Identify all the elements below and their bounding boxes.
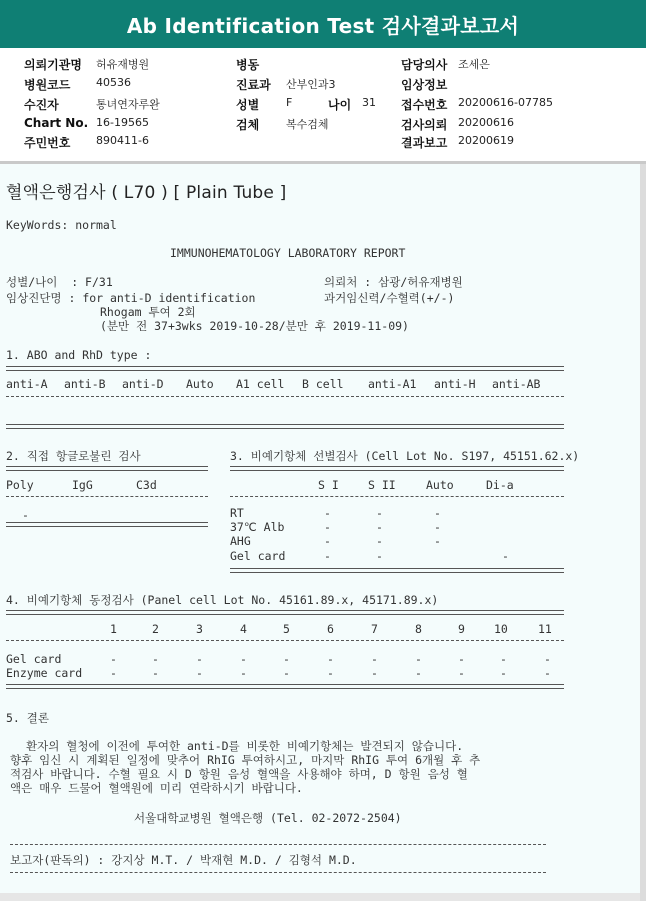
screen-cell: - (502, 549, 509, 563)
info-label: 임상정보 (401, 78, 448, 92)
diagnosis-line2: Rhogam 투여 2회 (100, 305, 196, 319)
panel-header: 5 (283, 622, 290, 636)
abo-header-anti-a: anti-A (6, 377, 48, 391)
conclusion-line: 액은 매우 드물어 혈액원에 미리 연락하시기 바랍니다. (10, 781, 303, 795)
double-rule (6, 522, 208, 527)
screen-header-auto: Auto (426, 478, 454, 492)
info-value: 복수검체 (286, 118, 329, 131)
abo-header-auto: Auto (186, 377, 214, 391)
panel-cell: - (371, 652, 378, 666)
panel-row-label: Enzyme card (6, 666, 83, 680)
screen-cell: - (376, 506, 383, 520)
dashed-rule (230, 496, 564, 497)
panel-cell: - (283, 652, 290, 666)
panel-header: 11 (538, 622, 552, 636)
info-label: 담당의사 (401, 58, 448, 72)
screen-cell: - (324, 549, 331, 563)
abo-header-anti-d: anti-D (122, 377, 164, 391)
panel-header: 10 (494, 622, 508, 636)
screen-cell: - (434, 534, 441, 548)
panel-cell: - (458, 666, 465, 680)
abo-header-anti-h: anti-H (434, 377, 476, 391)
abo-header-anti-a1: anti-A1 (368, 377, 417, 391)
panel-cell: - (240, 666, 247, 680)
info-label: 진료과 (236, 78, 271, 92)
info-value: 40536 (96, 76, 131, 89)
conclusion-line: 적검사 바랍니다. 수혈 필요 시 D 항원 음성 혈액을 사용해야 하며, D 항원 음성 혈 (10, 767, 468, 781)
dat-header-poly: Poly (6, 478, 34, 492)
info-label: 주민번호 (24, 136, 71, 150)
info-row (0, 76, 646, 94)
info-row (0, 134, 646, 152)
section-4-title: 4. 비예기항체 동정검사 (Panel cell Lot No. 45161.89.x, 45171.89.x) (6, 593, 439, 607)
double-rule (230, 466, 564, 471)
dat-value: - (22, 508, 29, 522)
pregnancy-history: 과거임신력/수혈력(+/-) (324, 291, 455, 305)
screen-row-label: Gel card (230, 549, 286, 563)
panel-header: 8 (415, 622, 422, 636)
panel-header: 7 (371, 622, 378, 636)
panel-cell: - (196, 666, 203, 680)
info-value: 890411-6 (96, 134, 149, 147)
double-rule (6, 366, 564, 371)
panel-header: 9 (458, 622, 465, 636)
screen-cell: - (434, 520, 441, 534)
section-2-title: 2. 직접 항글로불린 검사 (6, 449, 141, 463)
panel-header: 6 (327, 622, 334, 636)
info-value: 산부인과3 (286, 78, 336, 91)
section-1-title: 1. ABO and RhD type : (6, 348, 152, 362)
panel-header: 4 (240, 622, 247, 636)
patient-info-block (0, 52, 646, 158)
info-label: 결과보고 (401, 136, 448, 150)
double-rule (6, 610, 564, 615)
info-label: 나이 (328, 98, 352, 112)
screen-row-label: 37℃ Alb (230, 520, 285, 534)
info-row (0, 96, 646, 114)
dashed-rule (10, 844, 546, 845)
panel-cell: - (458, 652, 465, 666)
abo-header-b-cell: B cell (302, 377, 344, 391)
abo-header-anti-ab: anti-AB (492, 377, 541, 391)
lab-title: IMMUNOHEMATOLOGY LABORATORY REPORT (170, 246, 406, 260)
screen-cell: - (324, 520, 331, 534)
screen-cell: - (434, 506, 441, 520)
double-rule (6, 424, 564, 429)
screen-cell: - (376, 549, 383, 563)
screen-cell: - (376, 534, 383, 548)
panel-cell: - (152, 652, 159, 666)
panel-cell: - (371, 666, 378, 680)
panel-cell: - (240, 652, 247, 666)
info-value: 16-19565 (96, 116, 149, 129)
info-row (0, 56, 646, 74)
panel-cell: - (110, 666, 117, 680)
abo-header-a1-cell: A1 cell (236, 377, 285, 391)
info-row (0, 116, 646, 134)
panel-row-label: Gel card (6, 652, 62, 666)
hospital-contact: 서울대학교병원 혈액은행 (Tel. 02-2072-2504) (134, 811, 402, 825)
screen-cell: - (324, 534, 331, 548)
panel-cell: - (544, 652, 551, 666)
info-label: 접수번호 (401, 98, 448, 112)
conclusion-line: 환자의 혈청에 이전에 투여한 anti-D를 비롯한 비예기항체는 발견되지 않습니다. (26, 739, 464, 753)
info-value: F (286, 96, 293, 109)
info-label: Chart No. (24, 116, 89, 130)
panel-cell: - (110, 652, 117, 666)
panel-header: 2 (152, 622, 159, 636)
info-label: 병동 (236, 58, 260, 72)
double-rule (230, 568, 564, 573)
dat-header-c3d: C3d (136, 478, 157, 492)
bottom-edge (0, 893, 640, 901)
report-banner (0, 0, 646, 48)
info-value: 20200616 (458, 116, 514, 129)
abo-header-anti-b: anti-B (64, 377, 106, 391)
dashed-rule (6, 640, 564, 641)
reporter: 보고자(판독의) : 강지상 M.T. / 박재현 M.D. / 김형석 M.D. (10, 853, 357, 867)
diagnosis-line3: (분만 전 37+3wks 2019-10-28/분만 후 2019-11-09) (100, 319, 409, 333)
info-value: 조세은 (458, 58, 490, 71)
info-label: 병원코드 (24, 78, 71, 92)
info-value: 허유재병원 (96, 58, 150, 71)
panel-cell: - (327, 652, 334, 666)
banner-title: Ab Identification Test 검사결과보고서 (126, 13, 520, 38)
screen-header-dia: Di-a (486, 478, 514, 492)
report-title: 혈액은행검사 ( L70 ) [ Plain Tube ] (6, 183, 287, 203)
conclusion-line: 향후 임신 시 계획된 일정에 맞추어 RhIG 투여하시고, 마지막 RhIG 투여 6개월 후 추 (10, 753, 481, 767)
info-value: 20200619 (458, 134, 514, 147)
info-label: 검체 (236, 118, 260, 132)
panel-cell: - (544, 666, 551, 680)
panel-cell: - (415, 666, 422, 680)
screen-cell: - (324, 506, 331, 520)
section-3-title: 3. 비예기항체 선별검사 (Cell Lot No. S197, 45151.62.x) (230, 449, 580, 463)
double-rule (6, 684, 564, 689)
info-label: 수진자 (24, 98, 59, 112)
info-value: 20200616-07785 (458, 96, 553, 109)
screen-header-s1: S I (318, 478, 339, 492)
info-value: 31 (362, 96, 376, 109)
panel-header: 1 (110, 622, 117, 636)
panel-cell: - (500, 666, 507, 680)
dashed-rule (10, 872, 546, 873)
dashed-rule (6, 496, 208, 497)
screen-header-s2: S II (368, 478, 396, 492)
info-label: 의뢰기관명 (24, 58, 82, 72)
info-label: 검사의뢰 (401, 118, 448, 132)
panel-cell: - (500, 652, 507, 666)
dat-header-igg: IgG (72, 478, 93, 492)
info-label: 성별 (236, 98, 260, 112)
double-rule (6, 466, 208, 471)
panel-cell: - (327, 666, 334, 680)
info-value: 통녀연자루완 (96, 98, 160, 111)
panel-header: 3 (196, 622, 203, 636)
panel-cell: - (415, 652, 422, 666)
requester: 의뢰처 : 삼광/허유재병원 (324, 275, 463, 289)
screen-row-label: AHG (230, 534, 251, 548)
panel-cell: - (152, 666, 159, 680)
sex-age: 성별/나이 : F/31 (6, 275, 113, 289)
section-5-title: 5. 결론 (6, 711, 49, 725)
keywords: KeyWords: normal (6, 218, 117, 232)
diagnosis: 임상진단명 : for anti-D identification (6, 291, 256, 305)
screen-cell: - (376, 520, 383, 534)
scrollbar-track[interactable] (640, 164, 646, 901)
dashed-rule (6, 396, 564, 397)
screen-row-label: RT (230, 506, 244, 520)
panel-cell: - (196, 652, 203, 666)
panel-cell: - (283, 666, 290, 680)
